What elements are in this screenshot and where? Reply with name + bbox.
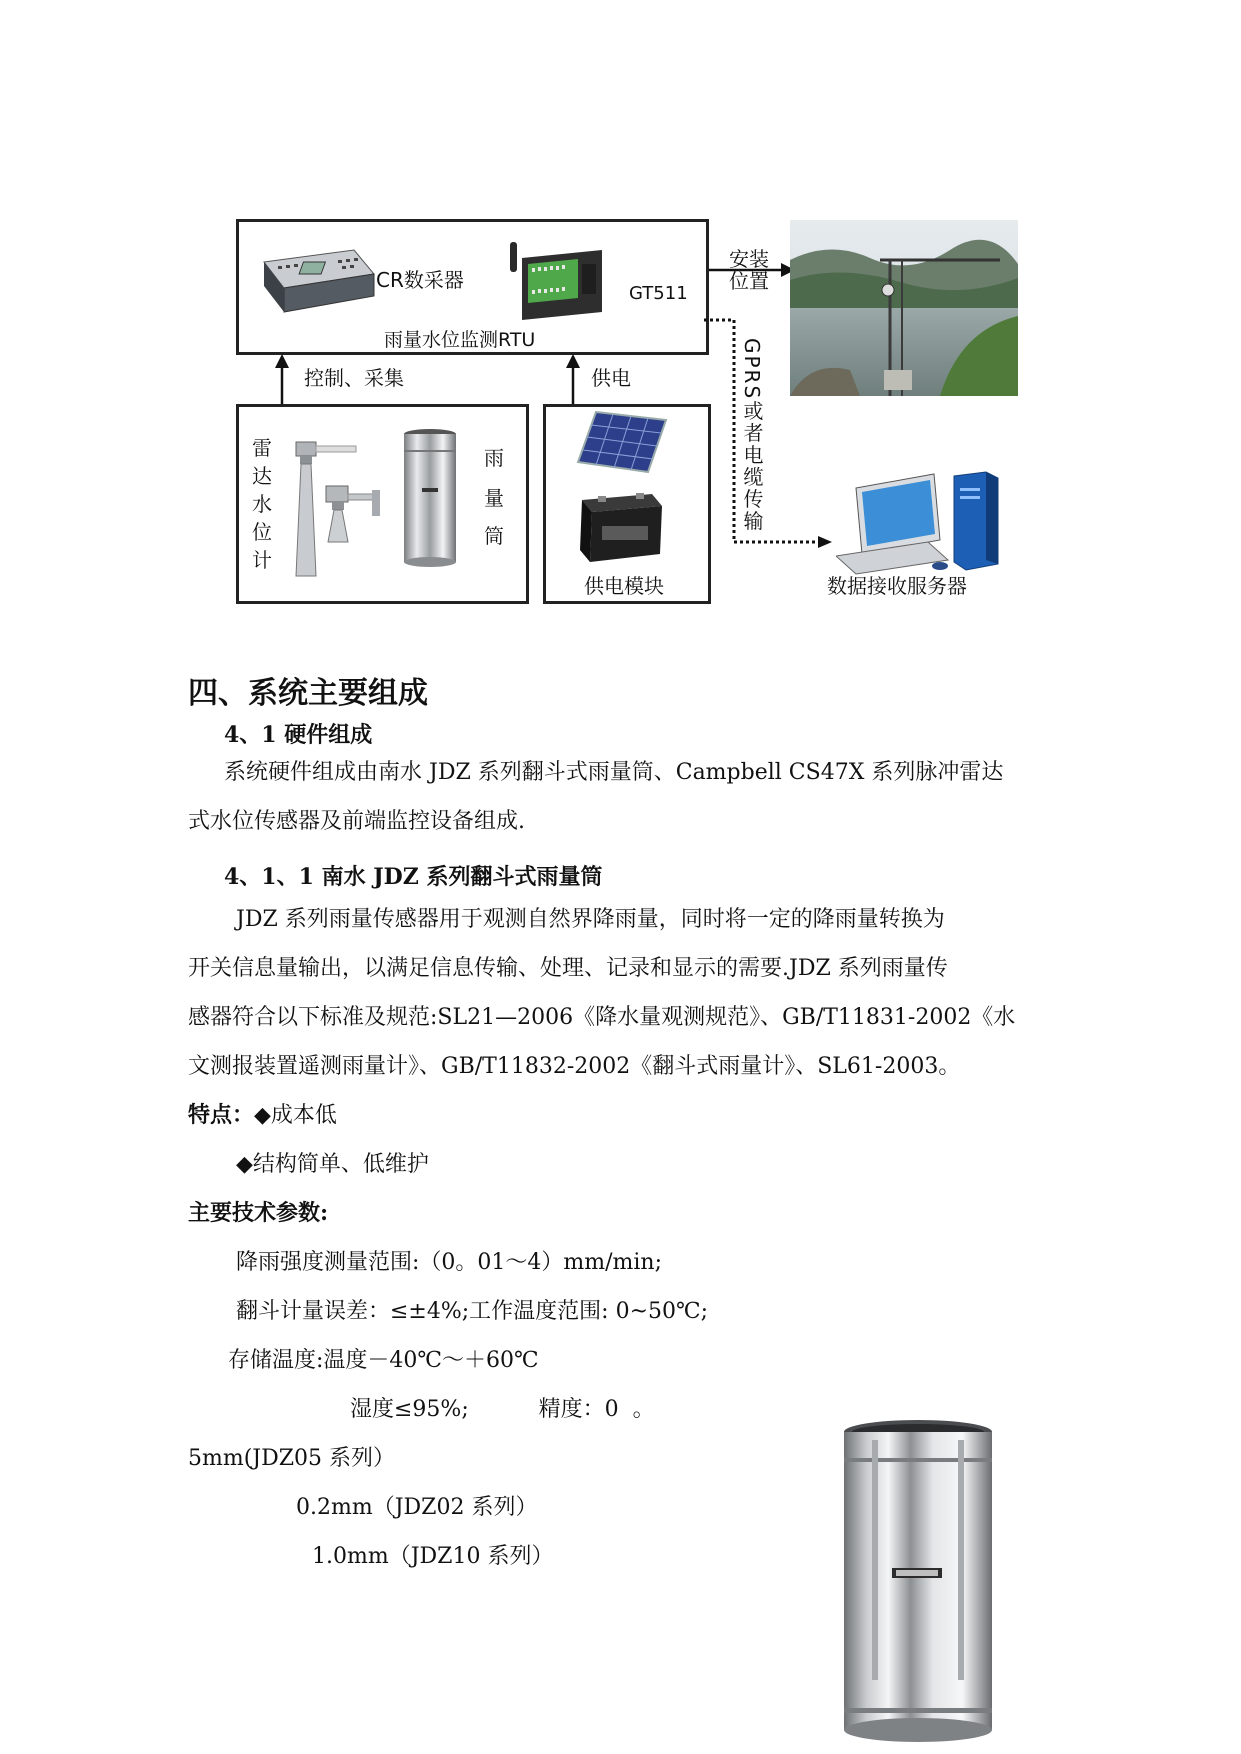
rain-para-line3: 感器符合以下标准及规范:SL21—2006《降水量观测规范》、GB/T11831-2002《水 — [188, 1005, 1016, 1030]
gprs-dotted-line — [704, 318, 834, 548]
param-jdz02: 0.2mm（JDZ02 系列） — [296, 1495, 538, 1520]
param-jdz05: 5mm(JDZ05 系列） — [188, 1446, 396, 1471]
subsection-hardware-title: 4、1 硬件组成 — [224, 722, 373, 748]
solar-panel-image — [576, 410, 668, 476]
section-title: 四、系统主要组成 — [188, 676, 428, 711]
param-jdz10: 1.0mm（JDZ10 系列） — [312, 1544, 554, 1569]
params-label: 主要技术参数: — [188, 1200, 329, 1226]
battery-image — [572, 490, 664, 564]
install-label-2: 位置 — [729, 269, 769, 293]
features-row — [188, 1091, 337, 1140]
control-arrow — [272, 354, 292, 404]
gprs-label: GPRS或者电缆传输 — [740, 338, 764, 533]
power-arrow — [563, 354, 583, 404]
server-label: 数据接收服务器 — [827, 574, 967, 598]
features-label: 特点： — [188, 1102, 255, 1128]
rain-label-1: 雨 — [484, 446, 504, 470]
gt511-label: GT511 — [629, 283, 688, 304]
feature-simple-structure: ◆结构简单、低维护 — [236, 1152, 429, 1177]
control-label: 控制、采集 — [304, 366, 404, 390]
power-module-label: 供电模块 — [584, 574, 664, 598]
rain-para-line1: JDZ 系列雨量传感器用于观测自然界降雨量，同时将一定的降雨量转换为 — [236, 907, 945, 932]
rain-gauge-large-image — [838, 1418, 998, 1744]
param-error-temp: 翻斗计量误差：≤±4%;工作温度范围: 0~50℃; — [236, 1299, 709, 1324]
rain-para-line2: 开关信息量输出，以满足信息传输、处理、记录和显示的需要.JDZ 系列雨量传 — [188, 956, 948, 981]
subsection-rain-gauge-title: 4、1、1 南水 JDZ 系列翻斗式雨量筒 — [224, 864, 603, 890]
radar-label: 雷达水位计 — [252, 436, 272, 572]
param-humidity-precision: 湿度≤95%; 精度：0 。 — [350, 1397, 655, 1422]
radar-sensor-image — [282, 436, 390, 582]
param-intensity-range: 降雨强度测量范围:（0。01～4）mm/min; — [236, 1250, 663, 1275]
hardware-para-line1: 系统硬件组成由南水 JDZ 系列翻斗式雨量筒、Campbell CS47X 系列脉冲雷达 — [224, 760, 1004, 785]
cr-label: CR数采器 — [376, 268, 464, 292]
server-computer-image — [836, 470, 1006, 578]
rain-label-3: 筒 — [484, 524, 504, 548]
rtu-title: 雨量水位监测RTU — [384, 329, 536, 351]
rain-gauge-small-image — [402, 428, 458, 568]
cr-datalogger-image — [258, 244, 378, 318]
hardware-para-line2: 式水位传感器及前端监控设备组成. — [188, 809, 525, 834]
rain-label-2: 量 — [484, 486, 504, 510]
power-label: 供电 — [591, 366, 631, 390]
param-storage-temp: 存储温度:温度－40℃～＋60℃ — [228, 1348, 539, 1373]
install-label-1: 安装 — [729, 247, 769, 271]
feature-low-cost: ◆成本低 — [254, 1103, 337, 1128]
rain-para-line4: 文测报装置遥测雨量计》、GB/T11832-2002《翻斗式雨量计》、SL61-2003。 — [188, 1054, 961, 1079]
gt511-image — [508, 240, 608, 324]
